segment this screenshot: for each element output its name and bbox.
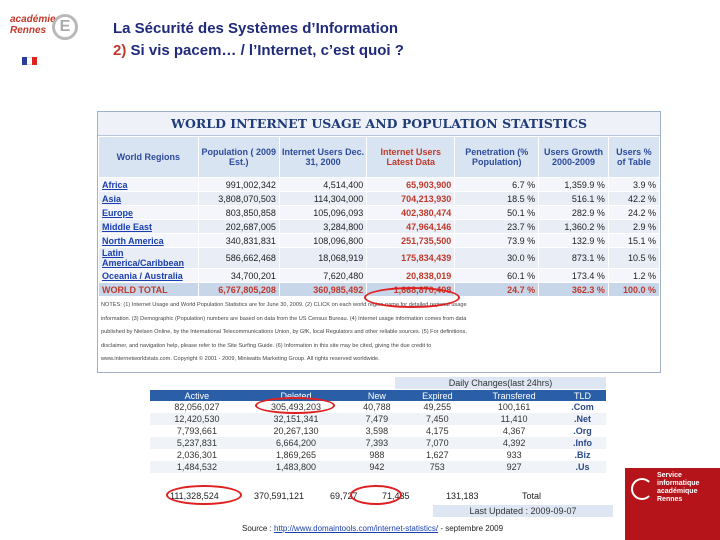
- tld-cell: .Us: [559, 461, 606, 473]
- table-cell: 7,070: [406, 437, 470, 449]
- highlight-circle: [350, 485, 402, 505]
- region-link[interactable]: Middle East: [99, 220, 199, 234]
- table-cell: 47,964,146: [367, 220, 455, 234]
- domain-stats-header-row: [150, 390, 606, 401]
- table-cell: 362.3 %: [539, 283, 609, 297]
- table-row: [150, 449, 606, 461]
- table-row: [99, 234, 660, 248]
- corner-logo-text: Rennes: [657, 496, 683, 503]
- column-header: Expired: [406, 390, 470, 401]
- region-link[interactable]: Latin America/Caribbean: [99, 248, 199, 269]
- table-cell: 100,161: [497, 402, 531, 412]
- total-cell: 71,435: [382, 491, 410, 501]
- table-cell: 933: [506, 450, 522, 460]
- table-cell: 175,834,439: [367, 248, 455, 269]
- table-cell: 34,700,201: [198, 269, 279, 283]
- table-row: [99, 220, 660, 234]
- subtitle-text: Si vis pacem… / l’Internet, c’est quoi ?: [130, 42, 404, 59]
- corner-logo-text: informatique: [657, 480, 700, 487]
- table-cell: 1,360.2 %: [539, 220, 609, 234]
- table-cell: 132.9 %: [539, 234, 609, 248]
- column-header: New: [348, 390, 405, 401]
- logo-text: académie Rennes: [10, 14, 56, 36]
- table-cell: 516.1 %: [539, 192, 609, 206]
- table-cell: 1,668,870,408: [367, 283, 455, 297]
- daily-changes-label: Daily Changes(last 24hrs): [395, 377, 606, 389]
- tld-cell: .Biz: [574, 450, 591, 460]
- tld-cell: .Com: [571, 402, 594, 412]
- table-cell: 4,392: [469, 437, 559, 449]
- highlight-circle: [255, 397, 335, 414]
- note-line: published by Nielsen Online, by the International Telecommunications Union, by GfK, local Regulators and other reliable sources. (5) For definitions,: [101, 329, 467, 335]
- tld-cell: .Org: [573, 426, 592, 436]
- table-cell: WORLD TOTAL: [99, 283, 199, 297]
- source-date: - septembre 2009: [440, 524, 504, 533]
- table-row: [150, 425, 606, 437]
- world-stats-title: WORLD INTERNET USAGE AND POPULATION STATISTICS: [98, 112, 660, 136]
- table-cell: 5,237,831: [150, 437, 244, 449]
- table-cell: 4,175: [426, 426, 449, 436]
- table-cell: 991,002,342: [198, 178, 279, 192]
- note-line: www.internetworldstats.com. Copyright © 2001 - 2009, Miniwatts Marketing Group. All rights reserved worldwide.: [101, 356, 380, 362]
- table-cell: 24.2 %: [608, 206, 659, 220]
- table-cell: 988: [369, 450, 385, 460]
- table-cell: 6,664,200: [244, 437, 348, 449]
- table-cell: 873.1 %: [539, 248, 609, 269]
- table-row: [150, 401, 606, 413]
- table-cell: 2,036,301: [176, 450, 217, 460]
- column-header: Users % of Table: [608, 137, 659, 178]
- table-cell: 586,662,468: [198, 248, 279, 269]
- table-cell: 1,627: [426, 450, 449, 460]
- table-cell: 40,788: [363, 402, 391, 412]
- total-cell: 69,727: [330, 491, 358, 501]
- tld-cell: .Net: [559, 413, 606, 425]
- table-cell: 65,903,900: [367, 178, 455, 192]
- table-cell: 3,284,800: [279, 220, 366, 234]
- table-cell: 340,831,831: [198, 234, 279, 248]
- table-cell: 305,493,203: [270, 402, 322, 412]
- corner-logo-text: académique: [657, 488, 698, 495]
- table-row: [150, 461, 606, 473]
- source-link[interactable]: http://www.domaintools.com/internet-statistics/: [274, 524, 439, 533]
- note-line: disclaimer, and navigation help, please refer to the Site Surfing Guide. (6) Information in this site may be cited, giving the due credit to: [101, 342, 432, 349]
- table-cell: 20,838,019: [367, 269, 455, 283]
- region-link[interactable]: Asia: [99, 192, 199, 206]
- table-cell: 7,393: [348, 437, 405, 449]
- table-cell: 202,687,005: [198, 220, 279, 234]
- column-header: Active: [150, 390, 244, 401]
- total-cell: 131,183: [446, 491, 479, 501]
- column-header: Users Growth 2000-2009: [539, 137, 609, 178]
- table-cell: 1,869,265: [275, 450, 317, 460]
- world-stats-notes: [98, 297, 660, 369]
- note-line: information. (3) Demographic (Population) numbers are based on data from the US Census Bureau. (4) Internet usage information comes from data: [101, 315, 467, 322]
- subtitle-number: 2): [113, 42, 127, 59]
- logo-arc-icon: [631, 478, 653, 500]
- source-label: Source :: [242, 524, 272, 533]
- column-header: TLD: [559, 390, 606, 401]
- tld-cell: .Info: [559, 437, 606, 449]
- table-cell: 18.5 %: [455, 192, 539, 206]
- world-stats-header-row: [99, 137, 660, 178]
- table-cell: 4,514,400: [279, 178, 366, 192]
- logo-e-icon: E: [52, 14, 78, 40]
- region-link[interactable]: Africa: [99, 178, 199, 192]
- table-cell: 82,056,027: [174, 402, 220, 412]
- column-header: Population ( 2009 Est.): [198, 137, 279, 178]
- table-row: [99, 206, 660, 220]
- table-cell: 402,380,474: [367, 206, 455, 220]
- last-updated: Last Updated : 2009-09-07: [433, 505, 613, 517]
- table-cell: 6.7 %: [455, 178, 539, 192]
- world-stats-table: [98, 136, 660, 297]
- table-row: [99, 192, 660, 206]
- table-cell: 30.0 %: [455, 248, 539, 269]
- academie-logo: [10, 14, 74, 54]
- table-cell: 251,735,500: [367, 234, 455, 248]
- total-cell: 370,591,121: [254, 491, 305, 501]
- table-cell: 4,367: [502, 426, 526, 436]
- table-cell: 173.4 %: [539, 269, 609, 283]
- table-cell: 803,850,858: [198, 206, 279, 220]
- table-cell: 7,479: [348, 413, 405, 425]
- note-line: NOTES: (1) Internet Usage and World Population Statistics are for June 30, 2009. (2) CLICK on each world region name for detailed regional usage: [101, 302, 467, 308]
- table-cell: 114,304,000: [279, 192, 366, 206]
- region-link[interactable]: North America: [99, 234, 199, 248]
- highlight-circle: [364, 287, 460, 308]
- source-line: [242, 524, 503, 533]
- table-cell: 10.5 %: [608, 248, 659, 269]
- table-cell: 1,359.9 %: [539, 178, 609, 192]
- table-cell: 11,410: [469, 413, 559, 425]
- highlight-circle: [166, 485, 242, 505]
- table-cell: 7,620,480: [279, 269, 366, 283]
- table-cell: 2.9 %: [608, 220, 659, 234]
- table-cell: 60.1 %: [455, 269, 539, 283]
- table-cell: 927: [469, 461, 559, 473]
- corner-logo-text: Service: [657, 472, 682, 479]
- table-cell: 42.2 %: [608, 192, 659, 206]
- table-cell: 942: [348, 461, 405, 473]
- french-flag-icon: [22, 57, 38, 65]
- table-cell: 23.7 %: [455, 220, 539, 234]
- table-cell: 3.9 %: [608, 178, 659, 192]
- service-informatique-logo: [625, 468, 720, 540]
- table-row: [150, 413, 606, 425]
- table-cell: 32,151,341: [244, 413, 348, 425]
- table-cell: 282.9 %: [539, 206, 609, 220]
- table-row: [99, 269, 660, 283]
- table-cell: 1,484,532: [150, 461, 244, 473]
- column-header: Transfered: [469, 390, 559, 401]
- page-title: La Sécurité des Systèmes d’Information: [113, 20, 399, 37]
- table-cell: 105,096,093: [279, 206, 366, 220]
- table-cell: 12,420,530: [150, 413, 244, 425]
- table-cell: 704,213,930: [367, 192, 455, 206]
- table-cell: 100.0 %: [608, 283, 659, 297]
- column-header: Penetration (% Population): [455, 137, 539, 178]
- table-cell: 108,096,800: [279, 234, 366, 248]
- column-header: Internet Users Latest Data: [367, 137, 455, 178]
- table-cell: 7,793,661: [176, 426, 217, 436]
- table-cell: 73.9 %: [455, 234, 539, 248]
- table-cell: 6,767,805,208: [198, 283, 279, 297]
- total-cell: Total: [522, 491, 542, 501]
- table-cell: 20,267,130: [273, 426, 319, 436]
- region-link[interactable]: Oceania / Australia: [99, 269, 199, 283]
- table-row: [99, 248, 660, 269]
- table-cell: 49,255: [423, 402, 452, 412]
- table-cell: 18,068,919: [279, 248, 366, 269]
- table-cell: 1.2 %: [608, 269, 659, 283]
- world-stats-panel: [97, 111, 661, 373]
- column-header: Internet Users Dec. 31, 2000: [279, 137, 366, 178]
- table-cell: 360,985,492: [279, 283, 366, 297]
- domain-stats-table: [150, 390, 606, 473]
- column-header: Deleted: [244, 390, 348, 401]
- column-header: World Regions: [99, 137, 199, 178]
- table-cell: 3,808,070,503: [198, 192, 279, 206]
- table-cell: 1,483,800: [244, 461, 348, 473]
- table-cell: 50.1 %: [455, 206, 539, 220]
- table-cell: 3,598: [365, 426, 389, 436]
- table-cell: 7,450: [406, 413, 470, 425]
- table-cell: 15.1 %: [608, 234, 659, 248]
- table-row: [150, 437, 606, 449]
- table-row: [99, 178, 660, 192]
- table-cell: 24.7 %: [455, 283, 539, 297]
- table-cell: 753: [406, 461, 470, 473]
- total-cell: 111,328,524: [170, 491, 219, 501]
- page-subtitle: [113, 42, 404, 59]
- region-link[interactable]: Europe: [99, 206, 199, 220]
